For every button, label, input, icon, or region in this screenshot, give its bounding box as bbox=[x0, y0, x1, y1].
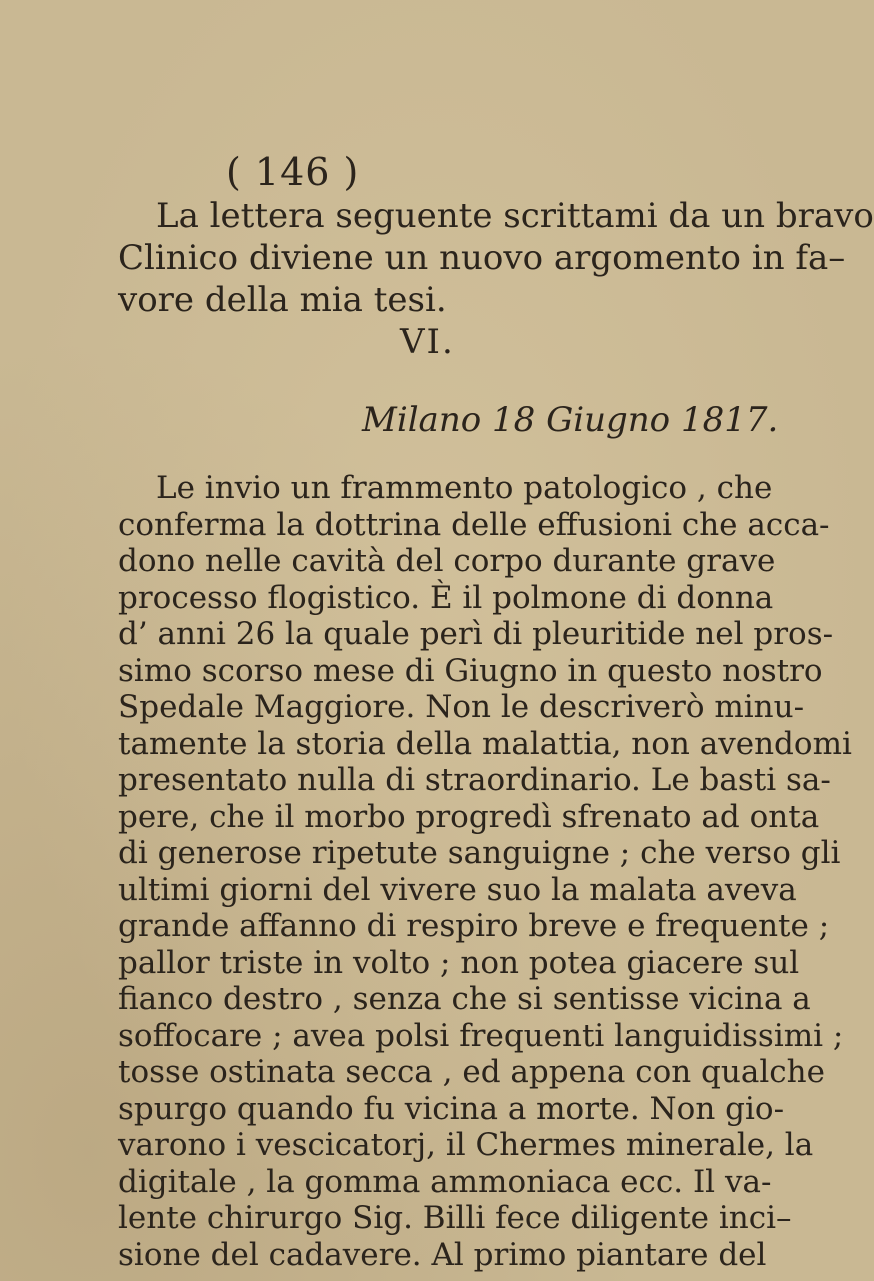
text-line: conferma la dottrina delle effusioni che acca- bbox=[118, 506, 830, 543]
text-line: soffocare ; avea polsi frequenti languidissimi ; bbox=[118, 1017, 844, 1054]
text-line: dono nelle cavità del corpo durante grave bbox=[118, 543, 776, 579]
text-line: digitale , la gomma ammoniaca ecc. Il va- bbox=[118, 1163, 772, 1200]
page-number: ( 146 ) bbox=[226, 150, 360, 194]
text-line: pere, che il morbo progredì sfrenato ad onta bbox=[118, 798, 820, 835]
text-line: pallor triste in volto ; non potea giacere sul bbox=[118, 944, 800, 981]
text-line: processo flogistico. È il polmone di donna bbox=[118, 579, 774, 616]
text-line: Spedale Maggiore. Non le descriverò minu- bbox=[118, 689, 805, 725]
text-line: lente chirurgo Sig. Billi fece diligente inci– bbox=[118, 1200, 792, 1236]
text-line: grande affanno di respiro breve e frequente ; bbox=[118, 908, 830, 944]
text-line: fianco destro , senza che si sentisse vicina a bbox=[118, 981, 811, 1017]
section-heading: VI. bbox=[400, 322, 455, 362]
text-line: Le invio un frammento patologico , che bbox=[156, 470, 773, 506]
text-line: simo scorso mese di Giugno in questo nostro bbox=[118, 652, 823, 689]
text-line: tosse ostinata secca , ed appena con qualche bbox=[118, 1054, 825, 1090]
text-line: d’ anni 26 la quale perì di pleuritide nel pros- bbox=[118, 616, 834, 652]
text-line: presentato nulla di straordinario. Le basti sa- bbox=[118, 762, 831, 798]
text-line: tamente la storia della malattia, non avendomi bbox=[118, 725, 852, 762]
text-line: spurgo quando fu vicina a morte. Non gio- bbox=[118, 1090, 785, 1127]
text-line: varono i vescicatorj, il Chermes minerale, la bbox=[118, 1127, 814, 1163]
text-line: di generose ripetute sanguigne ; che verso gli bbox=[118, 835, 841, 871]
text-line: sione del cadavere. Al primo piantare del bbox=[118, 1236, 767, 1273]
text-line: vore della mia tesi. bbox=[118, 280, 447, 320]
text-line: La lettera seguente scrittami da un bravo bbox=[156, 196, 874, 236]
dateline: Milano 18 Giugno 1817. bbox=[362, 400, 779, 440]
text-line: Clinico diviene un nuovo argomento in fa– bbox=[118, 238, 846, 278]
text-line: ultimi giorni del vivere suo la malata aveva bbox=[118, 871, 797, 908]
